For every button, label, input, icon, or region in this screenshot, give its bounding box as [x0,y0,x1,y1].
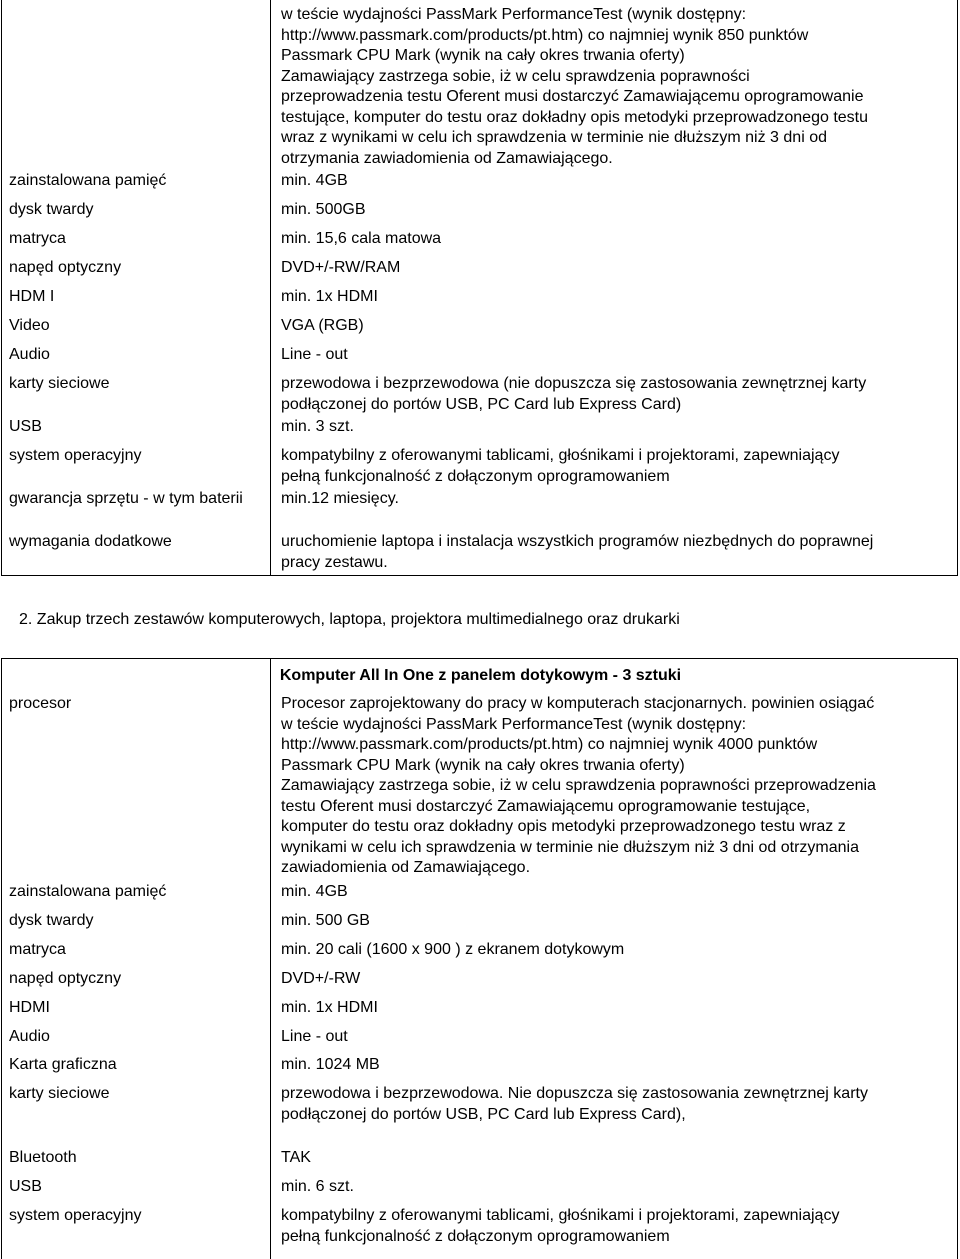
row-label: system operacyjny [9,447,142,464]
text-line: Procesor zaprojektowany do pracy w komputerach stacjonarnych. powinien osiągać [281,695,875,712]
section-title: 2. Zakup trzech zestawów komputerowych, laptopa, projektora multimedialnego oraz drukarki [19,611,680,628]
row-value: TAK [281,1149,311,1166]
text-line: testu Oferent musi dostarczyć Zamawiającemu oprogramowanie testujące, [281,797,811,815]
column-divider [270,659,271,1259]
row-value [281,1206,839,1247]
text-line: testujące, komputer do testu oraz dokładny opis metodyki przeprowadzonego testu [281,108,868,126]
text-line: otrzymania zawiadomienia od Zamawiającego. [281,149,613,167]
text-line: w teście wydajności PassMark PerformanceTest (wynik dostępny: [281,715,747,733]
row-value: DVD+/-RW [281,970,361,987]
text-line: zawiadomienia od Zamawiającego. [281,859,531,876]
spec-table-laptop [1,0,958,576]
text-line: przewodowa i bezprzewodowa (nie dopuszcza się zastosowania zewnętrznej karty [281,375,867,392]
text-line: Zamawiający zastrzega sobie, iż w celu sprawdzenia poprawności przeprowadzenia [281,777,876,794]
row-label: Karta graficzna [9,1056,117,1073]
text-line: pełną funkcjonalność z dołączonym oprogramowaniem [281,467,670,485]
row-label: HDM I [9,288,55,305]
text-line: wynikami w celu ich sprawdzenia w terminie nie dłuższym niż 3 dni od otrzymania [281,838,860,856]
row-label: gwarancja sprzętu - w tym baterii [9,490,243,507]
row-label: Audio [9,1028,50,1045]
row-value: min. 1024 MB [281,1056,380,1073]
text-line: podłączonej do portów USB, PC Card lub Express Card) [281,395,682,413]
row-value: min. 500 GB [281,912,370,929]
table-heading: Komputer All In One z panelem dotykowym - 3 sztuki [279,667,682,684]
row-label: napęd optyczny [9,970,122,987]
row-value: min. 1x HDMI [281,288,378,305]
text-line: komputer do testu oraz dokładny opis metodyki przeprowadzonego testu wraz z [281,818,846,835]
row-label: USB [9,418,42,435]
row-label: wymagania dodatkowe [9,533,172,550]
text-line: uruchomienie laptopa i instalacja wszystkich programów niezbędnych do poprawnej [281,533,874,550]
row-label: matryca [9,230,66,247]
row-value: min. 15,6 cala matowa [281,230,442,247]
text-line: wraz z wynikami w celu ich sprawdzenia w terminie nie dłuższym niż 3 dni od [281,129,827,146]
row-value: min. 1x HDMI [281,999,378,1016]
row-value [281,694,876,879]
row-label: matryca [9,941,66,958]
row-label: procesor [9,695,72,712]
row-label: HDMI [9,999,50,1016]
text-line: pracy zestawu. [281,553,388,571]
text-line: kompatybilny z oferowanymi tablicami, głośnikami i projektorami, zapewniający [281,1207,840,1224]
row-value: DVD+/-RW/RAM [281,259,401,276]
row-value: VGA (RGB) [281,317,364,334]
row-value [281,374,866,415]
text-line: w teście wydajności PassMark PerformanceTest (wynik dostępny: [281,6,747,23]
row-value [281,532,873,573]
row-label: USB [9,1178,42,1195]
row-value: Line - out [281,346,348,363]
row-label: zainstalowana pamięć [9,172,167,189]
text-line: przeprowadzenia testu Oferent musi dostarczyć Zamawiającemu oprogramowanie [281,88,864,105]
text-line: pełną funkcjonalność z dołączonym oprogramowaniem [281,1227,670,1245]
column-divider [270,0,271,575]
row-label: zainstalowana pamięć [9,883,167,900]
spec-table-all-in-one [1,658,958,1259]
processor-requirements-continued [281,5,868,169]
row-value: min. 20 cali (1600 x 900 ) z ekranem dotykowym [281,941,625,958]
text-line: przewodowa i bezprzewodowa. Nie dopuszcza się zastosowania zewnętrznej karty [281,1085,868,1102]
row-label: system operacyjny [9,1207,142,1224]
row-value: Line - out [281,1028,348,1045]
row-label: dysk twardy [9,912,94,929]
text-line: http://www.passmark.com/products/pt.htm) co najmniej wynik 4000 punktów [281,736,818,753]
text-line: kompatybilny z oferowanymi tablicami, głośnikami i projektorami, zapewniający [281,447,840,464]
row-value: min.12 miesięcy. [281,490,399,507]
row-value [281,1084,868,1125]
row-value: min. 500GB [281,201,366,218]
text-line: Passmark CPU Mark (wynik na cały okres trwania oferty) [281,756,685,774]
row-label: karty sieciowe [9,1085,110,1102]
row-value: min. 6 szt. [281,1178,354,1195]
row-label: napęd optyczny [9,259,122,276]
row-label: Audio [9,346,50,363]
row-value [281,446,839,487]
text-line: Zamawiający zastrzega sobie, iż w celu sprawdzenia poprawności [281,67,750,85]
row-label: Bluetooth [9,1149,77,1166]
row-value: min. 3 szt. [281,418,354,435]
text-line: podłączonej do portów USB, PC Card lub Express Card), [281,1105,686,1123]
row-label: karty sieciowe [9,375,110,392]
row-label: Video [9,317,50,334]
row-value: min. 4GB [281,883,348,900]
text-line: Passmark CPU Mark (wynik na cały okres trwania oferty) [281,47,685,64]
row-value: min. 4GB [281,172,348,189]
text-line: http://www.passmark.com/products/pt.htm) co najmniej wynik 850 punktów [281,26,809,44]
row-label: dysk twardy [9,201,94,218]
